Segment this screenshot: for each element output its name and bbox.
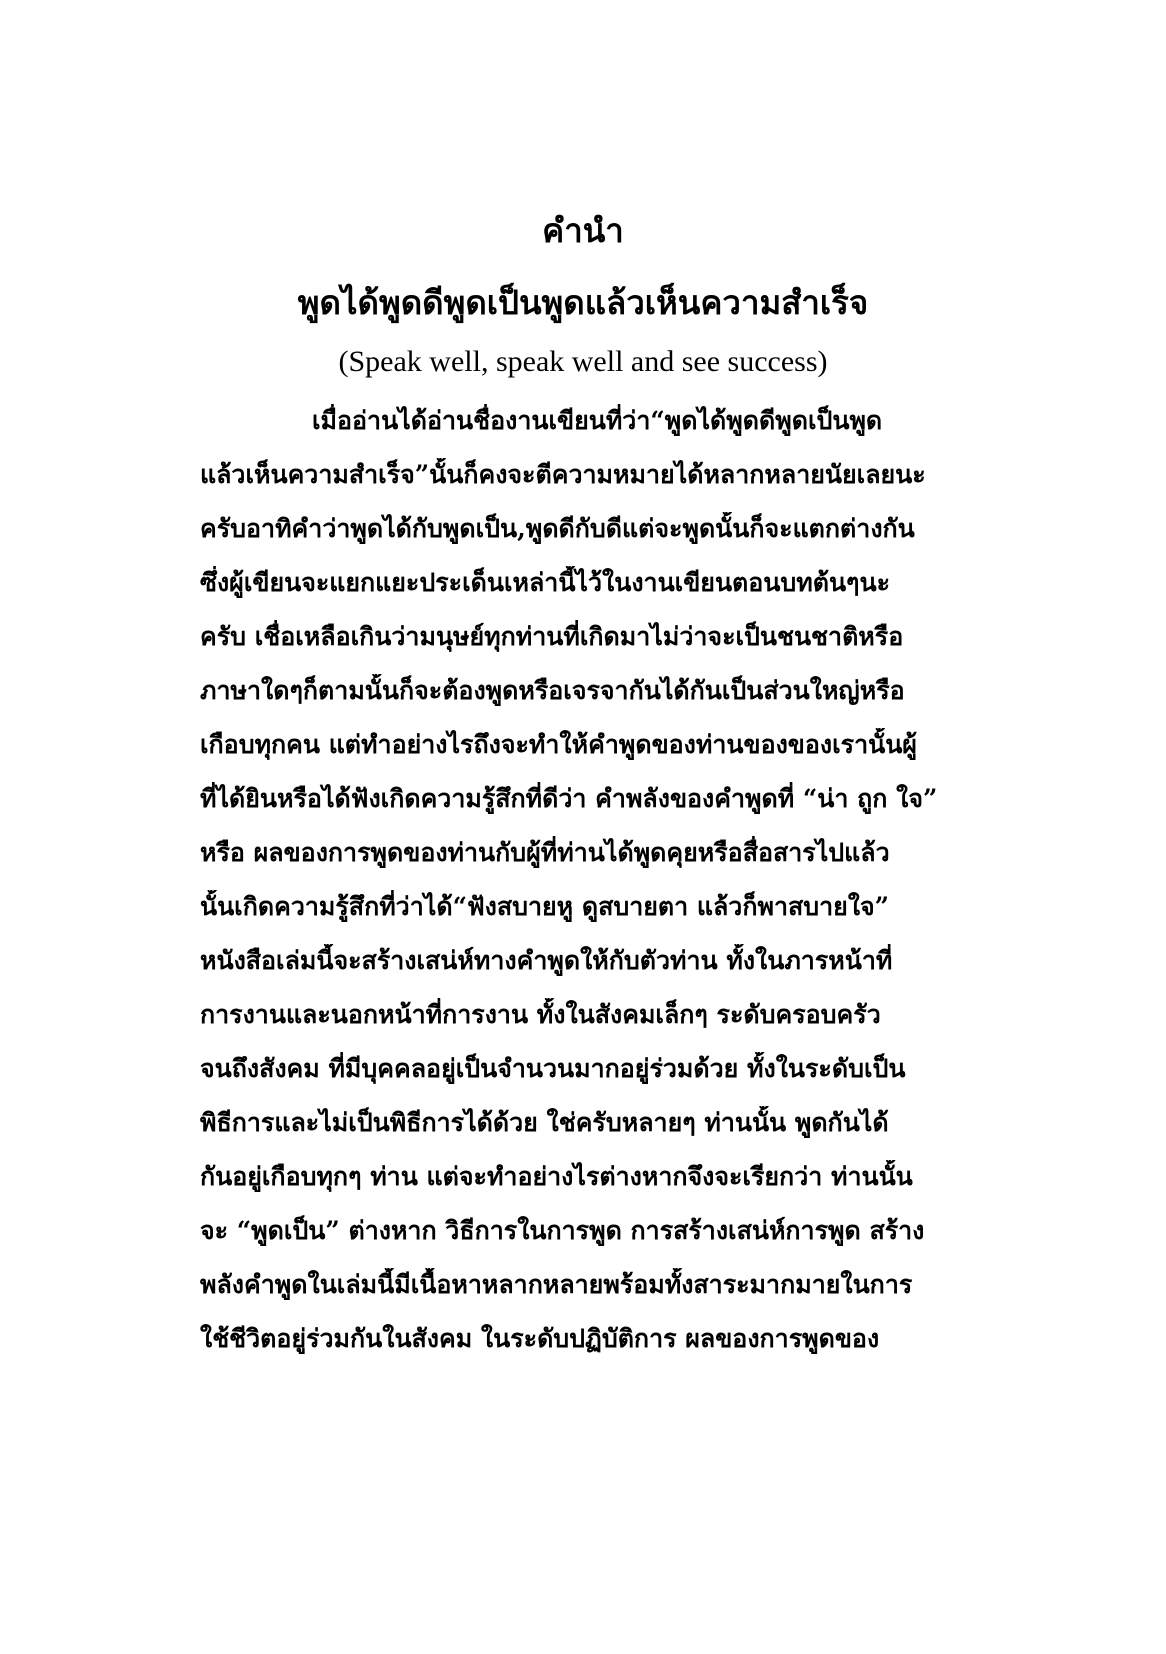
paragraph-line: แล้วเห็นความสำเร็จ”นั้นก็คงจะตีความหมายได้หลากหลายนัยเลยนะ — [200, 460, 926, 489]
paragraph-line: พลังคำพูดในเล่มนี้มีเนื้อหาหลากหลายพร้อมทั้งสาระมากมายในการ — [200, 1270, 913, 1299]
paragraph-line: เกือบทุกคน แต่ทำอย่างไรถึงจะทำให้คำพูดของท่านของของเรานั้นผู้ — [200, 730, 917, 759]
paragraph-line: นั้นเกิดความรู้สึกที่ว่าได้“ฟังสบายหู ดูสบายตา แล้วก็พาสบายใจ” — [200, 892, 890, 921]
paragraph-line: หรือ ผลของการพูดของท่านกับผู้ที่ท่านได้พูดคุยหรือสื่อสารไปแล้ว — [200, 838, 890, 867]
paragraph-line: ครับ เชื่อเหลือเกินว่ามนุษย์ทุกท่านที่เกิดมาไม่ว่าจะเป็นชนชาติหรือ — [200, 622, 904, 651]
paragraph-line: เมื่ออ่านได้อ่านชื่องานเขียนที่ว่า“พูดได้พูดดีพูดเป็นพูด — [312, 406, 883, 435]
page-subtitle: (Speak well, speak well and see success) — [338, 345, 828, 378]
paragraph-line: ครับอาทิคำว่าพูดได้กับพูดเป็น,พูดดีกับดีแต่จะพูดนั้นก็จะแตกต่างกัน — [200, 514, 915, 543]
paragraph-line: พิธีการและไม่เป็นพิธีการได้ด้วย ใช่ครับหลายๆ ท่านนั้น พูดกันได้ — [200, 1108, 889, 1137]
paragraph-line: กันอยู่เกือบทุกๆ ท่าน แต่จะทำอย่างไรต่างหากจึงจะเรียกว่า ท่านนั้น — [200, 1162, 913, 1191]
paragraph-line: ใช้ชีวิตอยู่ร่วมกันในสังคม ในระดับปฏิบัติการ ผลของการพูดของ — [200, 1324, 880, 1353]
paragraph-line: การงานและนอกหน้าที่การงาน ทั้งในสังคมเล็กๆ ระดับครอบครัว — [200, 1000, 881, 1029]
paragraph-line: จนถึงสังคม ที่มีบุคคลอยู่เป็นจำนวนมากอยู่ร่วมด้วย ทั้งในระดับเป็น — [200, 1054, 906, 1083]
page-title: พูดได้พูดดีพูดเป็นพูดแล้วเห็นความสำเร็จ — [297, 283, 869, 322]
paragraph-line: ที่ได้ยินหรือได้ฟังเกิดความรู้สึกที่ดีว่า คำพลังของคำพูดที่ “น่า ถูก ใจ” — [200, 784, 938, 813]
paragraph-line: หนังสือเล่มนี้จะสร้างเสน่ห์ทางคำพูดให้กับตัวท่าน ทั้งในภารหน้าที่ — [200, 946, 893, 975]
paragraph-line: ภาษาใดๆก็ตามนั้นก็จะต้องพูดหรือเจรจากันได้กันเป็นส่วนใหญ่หรือ — [200, 676, 905, 705]
paragraph-line: จะ “พูดเป็น” ต่างหาก วิธีการในการพูด การสร้างเสน่ห์การพูด สร้าง — [200, 1216, 925, 1245]
page-heading: คำนำ — [542, 211, 624, 250]
paragraph-line: ซึ่งผู้เขียนจะแยกแยะประเด็นเหล่านี้ไว้ในงานเขียนตอนบทต้นๆนะ — [200, 568, 891, 597]
